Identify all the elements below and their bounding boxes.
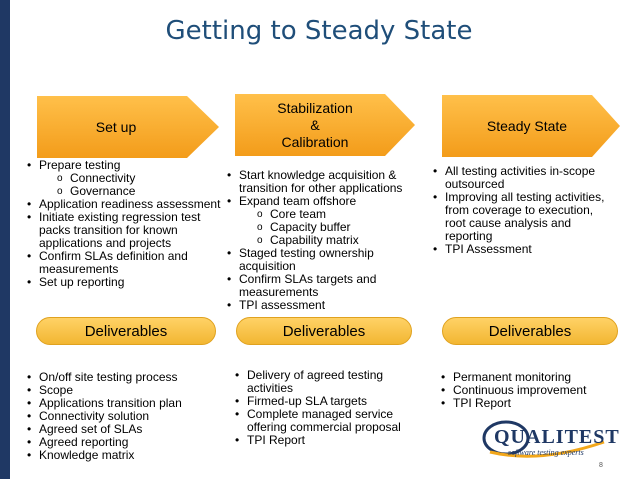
list-item: • TPI Report [234, 434, 404, 447]
qualitest-logo [480, 412, 620, 462]
list-item: • Delivery of agreed testing activities [234, 369, 404, 395]
left-accent-bar [0, 0, 10, 479]
logo-brand-text: QUALITEST [494, 426, 620, 448]
phase-arrow-steady-state [442, 95, 620, 157]
steady-state-deliverables-list [440, 371, 616, 410]
list-item: • Prepare testing [26, 159, 222, 172]
list-item: • Continuous improvement [440, 384, 616, 397]
deliverables-pill-steady-state: Deliverables [442, 317, 618, 345]
stabilization-deliverables-list [234, 369, 404, 447]
list-item: • Staged testing ownership acquisition [226, 247, 406, 273]
list-item: • On/off site testing process [26, 371, 222, 384]
list-item: o Connectivity [26, 172, 222, 185]
list-item: o Capacity buffer [226, 221, 406, 234]
list-item: o Governance [26, 185, 222, 198]
list-item: • Scope [26, 384, 222, 397]
logo-tagline: software testing experts [508, 448, 584, 457]
list-item: • Firmed-up SLA targets [234, 395, 404, 408]
list-item: • TPI Assessment [432, 243, 614, 256]
list-item: • Expand team offshore [226, 195, 406, 208]
setup-task-list [26, 159, 222, 289]
deliverables-pill-setup: Deliverables [36, 317, 216, 345]
list-item: • Applications transition plan [26, 397, 222, 410]
phase-label: Steady State [486, 117, 568, 134]
phase-label: Set up [95, 118, 137, 135]
list-item: • Connectivity solution [26, 410, 222, 423]
list-item: • Set up reporting [26, 276, 222, 289]
list-item: • All testing activities in-scope outsourced [432, 165, 614, 191]
list-item: • TPI Report [440, 397, 616, 410]
phase-label: Stabilization & Calibration [277, 99, 353, 150]
list-item: o Capability matrix [226, 234, 406, 247]
list-item: • Complete managed service offering commercial proposal [234, 408, 404, 434]
deliverables-pill-stabilization: Deliverables [236, 317, 412, 345]
list-item: • Improving all testing activities, from coverage to execution, root cause analysis and reporting [432, 191, 614, 243]
list-item: • Confirm SLAs definition and measurements [26, 250, 222, 276]
steady-state-task-list [432, 165, 614, 256]
list-item: • Agreed set of SLAs [26, 423, 222, 436]
list-item: • Confirm SLAs targets and measurements [226, 273, 406, 299]
page-number: 8 [599, 462, 603, 469]
setup-deliverables-list [26, 371, 222, 462]
phase-arrow-stabilization [235, 94, 415, 156]
list-item: • Knowledge matrix [26, 449, 222, 462]
list-item: • TPI assessment [226, 299, 406, 312]
list-item: • Application readiness assessment [26, 198, 222, 211]
list-item: • Permanent monitoring [440, 371, 616, 384]
slide-title: Getting to Steady State [165, 16, 473, 46]
stabilization-task-list [226, 169, 406, 312]
list-item: • Agreed reporting [26, 436, 222, 449]
list-item: o Core team [226, 208, 406, 221]
list-item: • Initiate existing regression test packs transition for known applications and projects [26, 211, 222, 250]
phase-arrow-setup [37, 96, 219, 158]
list-item: • Start knowledge acquisition & transition for other applications [226, 169, 406, 195]
